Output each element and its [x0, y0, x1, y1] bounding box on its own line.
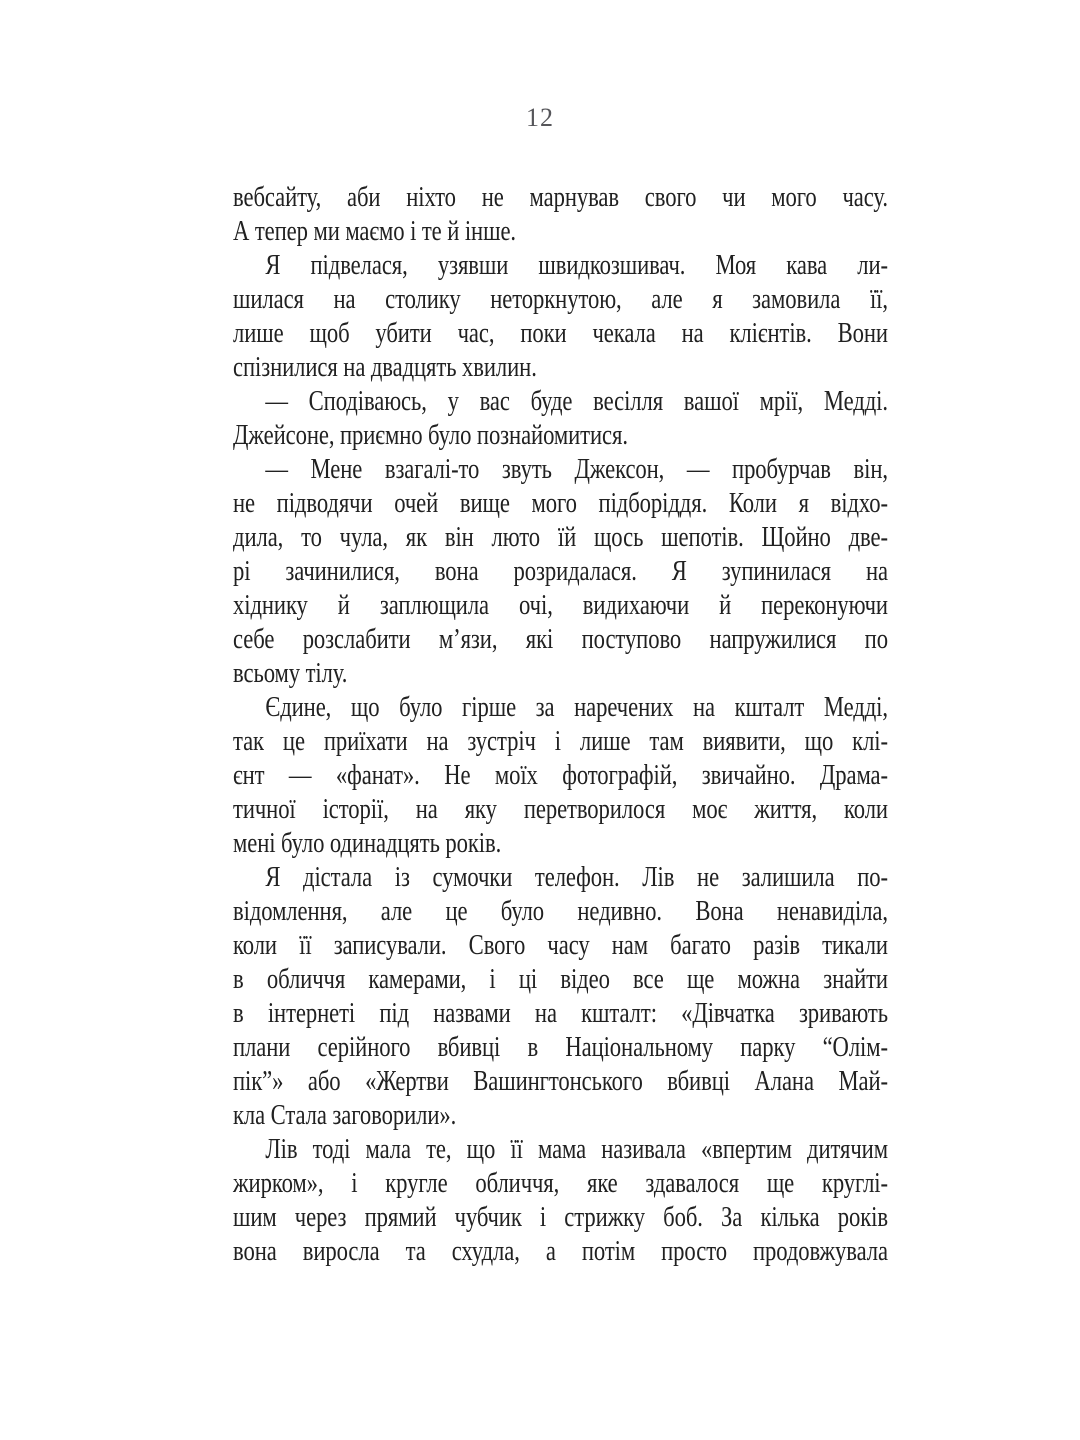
- text-line: так це приїхати на зустріч і лише там виявити, що клі-: [233, 726, 888, 757]
- text-line: тичної історії, на яку перетворилося моє життя, коли: [233, 794, 888, 825]
- paragraph: [233, 453, 888, 691]
- page-number: 12: [526, 103, 554, 132]
- text-line: А тепер ми маємо і те й інше.: [233, 216, 516, 247]
- text-line: — Сподіваюсь, у вас буде весілля вашої мрії, Медді.: [265, 386, 888, 417]
- paragraph: [233, 1133, 888, 1269]
- text-line: Я дістала із сумочки телефон. Лів не залишила по-: [265, 862, 888, 893]
- text-line: — Мене взагалі-то звуть Джексон, — пробурчав він,: [265, 454, 888, 485]
- text-line: Лів тоді мала те, що її мама називала «впертим дитячим: [265, 1134, 888, 1165]
- text-line: лише щоб убити час, поки чекала на клієнтів. Вони: [233, 318, 888, 349]
- text-line: Я підвелася, узявши швидкозшивач. Моя кава ли-: [265, 250, 888, 281]
- text-line: Джейсоне, приємно було познайомитися.: [233, 420, 628, 451]
- paragraph: [233, 861, 888, 1133]
- paragraph: [233, 181, 888, 249]
- text-line: хіднику й заплющила очі, видихаючи й переконуючи: [233, 590, 888, 621]
- paragraph: [233, 691, 888, 861]
- text-line: пік”» або «Жертви Вашингтонського вбивці Алана Май-: [233, 1066, 888, 1097]
- text-line: вона виросла та схудла, а потім просто продовжувала: [233, 1236, 888, 1267]
- paragraph: [233, 385, 888, 453]
- text-line: жирком», і кругле обличчя, яке здавалося ще круглі-: [233, 1168, 888, 1199]
- text-line: шилася на столику неторкнутою, але я замовила її,: [233, 284, 888, 315]
- text-line: плани серійного вбивці в Національному парку “Олім-: [233, 1032, 888, 1063]
- text-line: себе розслабити м’язи, які поступово напружилися по: [233, 624, 888, 655]
- text-line: спізнилися на двадцять хвилин.: [233, 352, 537, 383]
- text-line: не підводячи очей вище мого підборіддя. Коли я відхо-: [233, 488, 888, 519]
- text-line: в обличчя камерами, і ці відео все ще можна знайти: [233, 964, 888, 995]
- text-line: всьому тілу.: [233, 658, 348, 689]
- text-line: дила, то чула, як він люто їй щось шепотів. Щойно две-: [233, 522, 888, 553]
- text-line: рі зачинилися, вона розридалася. Я зупинилася на: [233, 556, 888, 587]
- text-line: вебсайту, аби ніхто не марнував свого чи мого часу.: [233, 182, 888, 213]
- text-block: [233, 181, 888, 1269]
- text-line: шим через прямий чубчик і стрижку боб. За кілька років: [233, 1202, 888, 1233]
- text-line: єнт — «фанат». Не моїх фотографій, звичайно. Драма-: [233, 760, 888, 791]
- text-line: коли її записували. Свого часу нам багато разів тикали: [233, 930, 888, 961]
- paragraph: [233, 249, 888, 385]
- text-line: кла Стала заговорили».: [233, 1100, 457, 1131]
- text-line: Єдине, що було гірше за наречених на кшталт Медді,: [265, 692, 888, 723]
- text-line: мені було одинадцять років.: [233, 828, 502, 859]
- text-line: відомлення, але це було недивно. Вона ненавиділа,: [233, 896, 888, 927]
- text-line: в інтернеті під назвами на кшталт: «Дівчатка зривають: [233, 998, 888, 1029]
